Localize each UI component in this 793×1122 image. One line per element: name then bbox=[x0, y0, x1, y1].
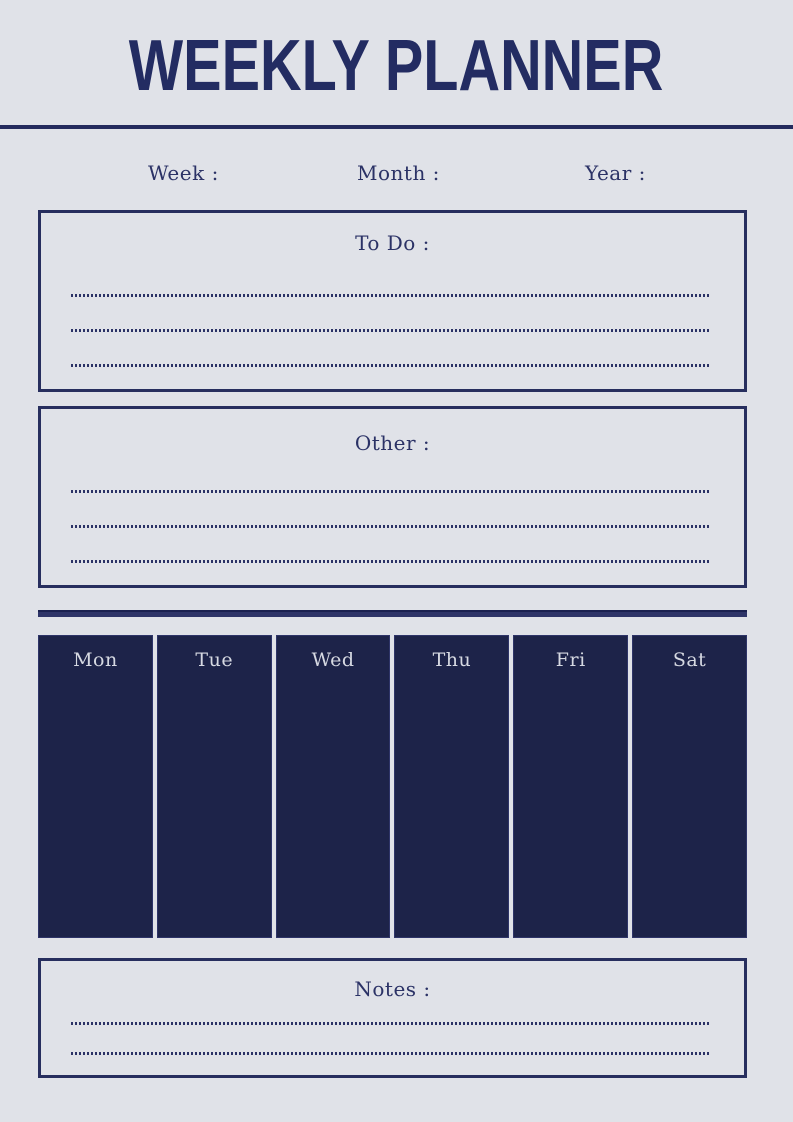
todo-writing-line bbox=[71, 329, 710, 332]
header-divider bbox=[0, 125, 793, 129]
other-writing-line bbox=[71, 525, 710, 528]
day-label: Tue bbox=[195, 649, 234, 671]
notes-title: Notes : bbox=[354, 977, 431, 1001]
other-section bbox=[38, 406, 747, 588]
page-header bbox=[0, 26, 793, 106]
todo-section bbox=[38, 210, 747, 392]
notes-writing-line bbox=[71, 1052, 710, 1055]
todo-title: To Do : bbox=[355, 231, 430, 255]
notes-writing-line bbox=[71, 1022, 710, 1025]
day-label: Wed bbox=[311, 649, 355, 671]
page-title: WEEKLY PLANNER bbox=[129, 26, 664, 106]
year-label: Year : bbox=[585, 161, 646, 185]
day-label: Mon bbox=[73, 649, 118, 671]
day-column-tue bbox=[157, 635, 272, 938]
other-writing-line bbox=[71, 560, 710, 563]
day-label: Sat bbox=[672, 649, 707, 671]
month-label: Month : bbox=[357, 161, 440, 185]
notes-section bbox=[38, 958, 747, 1078]
day-column-thu bbox=[394, 635, 509, 938]
day-column-wed bbox=[276, 635, 391, 938]
meta-row bbox=[0, 161, 793, 189]
day-column-fri bbox=[513, 635, 628, 938]
todo-writing-line bbox=[71, 364, 710, 367]
week-label: Week : bbox=[148, 161, 219, 185]
day-column-sat bbox=[632, 635, 747, 938]
day-label: Thu bbox=[432, 649, 472, 671]
day-label: Fri bbox=[555, 649, 586, 671]
other-title: Other : bbox=[354, 431, 431, 455]
other-writing-line bbox=[71, 490, 710, 493]
todo-writing-line bbox=[71, 294, 710, 297]
days-section-divider bbox=[38, 610, 747, 617]
days-row bbox=[38, 635, 747, 938]
day-column-mon bbox=[38, 635, 153, 938]
